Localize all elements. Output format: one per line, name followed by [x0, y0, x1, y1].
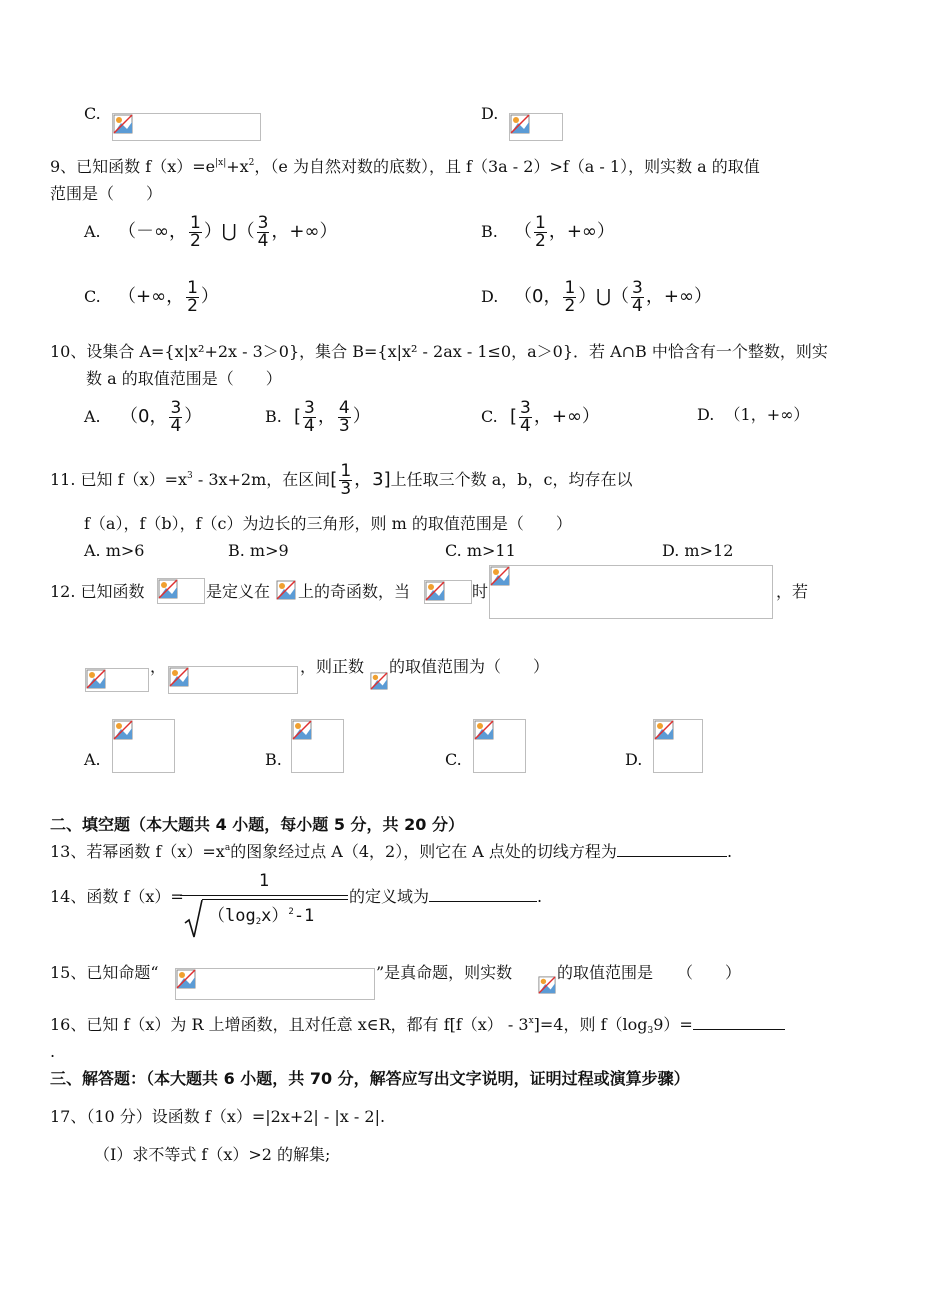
q12-option-c-image [473, 719, 526, 773]
q11-line2: f（a），f（b），f（c）为边长的三角形，则 m 的取值范围是（ ） [84, 514, 572, 533]
q10-option-a: （0， $\frac{3}{4}$ ） [120, 397, 203, 436]
q14-suffix: 的定义域为 . [349, 887, 543, 906]
q9-option-d: （0， $\frac{1}{2}$ ）⋃（ $\frac{3}{4}$ ，+∞） [514, 277, 712, 316]
broken-image-icon [176, 969, 196, 989]
q12-variable-image [370, 672, 388, 690]
q11-option-d: D. m>12 [662, 541, 734, 560]
q10-option-d: D. （1，+∞） [697, 405, 810, 424]
q12-text-3: 上的奇函数，当 [298, 582, 411, 601]
q12-text-2: 是定义在 [206, 582, 271, 601]
broken-image-icon [370, 672, 388, 690]
q12-text-1: 12. 已知函数 [50, 582, 145, 601]
broken-image-icon [158, 579, 178, 599]
option-d-image [509, 113, 563, 141]
q11-option-c: C. m>11 [445, 541, 516, 560]
broken-image-icon [490, 566, 510, 586]
q12-option-c-label: C. [445, 750, 462, 769]
broken-image-icon [113, 114, 133, 134]
broken-image-icon [169, 667, 189, 687]
q12-option-b-image [291, 719, 344, 773]
q15-variable-image [538, 976, 556, 994]
broken-image-icon [276, 580, 296, 600]
broken-image-icon [425, 581, 445, 601]
q13: 13、若幂函数 $f(x)=x^a$的图象经过点 A（4，2），则它在 A 点处的切线方程为 . [50, 842, 733, 861]
option-c-label: C. [84, 104, 101, 123]
q9-option-b: （ $\frac{1}{2}$ ，+∞） [514, 212, 615, 251]
q9-option-b-label: B. [481, 222, 498, 241]
q9-option-c-label: C. [84, 287, 101, 306]
broken-image-icon [654, 720, 674, 740]
q12-text-4: 时 [472, 582, 489, 601]
q17-part1: （Ⅰ）求不等式 f（x）>2 的解集; [94, 1145, 331, 1164]
q12-text-7: ，则正数 [300, 657, 365, 676]
q9-line1: 9、已知函数 $f(x)=e^{|x|}+x^2$，（e 为自然对数的底数），且 f（3a - 2）>f（a - 1），则实数 a 的取值 [50, 157, 760, 176]
q12-option-b-label: B. [265, 750, 282, 769]
q14-fraction-bar [180, 895, 348, 896]
q10-line1: 10、设集合 A={x|x²+2x - 3＞0}，集合 B={x|x² - 2ax - 1≤0，a＞0}．若 A∩B 中恰含有一个整数，则实 [50, 342, 828, 361]
q14-prefix: 14、函数 f（x）= [50, 887, 184, 906]
q12-option-a-label: A. [84, 750, 101, 769]
section-3-heading: 三、解答题：（本大题共 6 小题，共 70 分，解答应写出文字说明，证明过程或演算步骤） [50, 1069, 690, 1088]
broken-image-icon [86, 669, 106, 689]
q16: 16、已知 f（x）为 R 上增函数，且对任意 x∈R，都有 $f[f(x) - 3^x]=4$，则 $f(\log_39)=$ [50, 1015, 785, 1035]
q14-denominator: $(\log_2x)^2-1$ [208, 906, 315, 927]
q16-period: . [50, 1042, 56, 1061]
q12-text-8: 的取值范围为（ ） [389, 657, 550, 676]
q12-option-d-image [653, 719, 703, 773]
q10-option-c-label: C. [481, 407, 498, 426]
q9-option-a: （－∞， $\frac{1}{2}$ ）⋃（ $\frac{3}{4}$ ，+∞） [118, 212, 338, 251]
q12-condition-image-2 [85, 668, 149, 692]
q14-radical-bar [202, 899, 348, 900]
broken-image-icon [474, 720, 494, 740]
q10-option-a-label: A. [84, 407, 101, 426]
q12-option-a-image [112, 719, 175, 773]
broken-image-icon [292, 720, 312, 740]
sqrt-symbol-icon [184, 899, 204, 939]
q10-line2: 数 a 的取值范围是（ ） [86, 369, 282, 388]
q15-prefix: 15、已知命题“ [50, 963, 159, 982]
q15-middle: ”是真命题，则实数 [376, 963, 513, 982]
q9-option-c: （+∞， $\frac{1}{2}$ ） [118, 277, 219, 316]
q17-line1: 17、（10 分）设函数 f（x）=|2x+2| - |x - 2|. [50, 1107, 386, 1126]
q16-answer-blank[interactable] [693, 1015, 785, 1030]
option-d-label: D. [481, 104, 499, 123]
q10-option-c: [ $\frac{3}{4}$ ，+∞） [510, 397, 600, 436]
q14-numerator: 1 [258, 871, 270, 891]
broken-image-icon [510, 114, 530, 134]
q12-option-d-label: D. [625, 750, 643, 769]
q11-option-b: B. m>9 [228, 541, 289, 560]
q9-option-d-label: D. [481, 287, 499, 306]
q10-option-b: [ $\frac{3}{4}$ ， $\frac{4}{3}$ ） [294, 397, 371, 436]
q12-domain-image [276, 580, 296, 601]
section-2-heading: 二、填空题（本大题共 4 小题，每小题 5 分，共 20 分） [50, 815, 464, 834]
q9-line2: 范围是（ ） [50, 184, 163, 203]
q14-answer-blank[interactable] [429, 887, 537, 902]
q13-answer-blank[interactable] [617, 842, 727, 857]
q15-proposition-image [175, 968, 375, 1000]
q12-function-image [157, 578, 205, 604]
q12-formula-image [489, 565, 773, 619]
q15-suffix: 的取值范围是 （ ） [557, 963, 742, 982]
q12-condition-image-3 [168, 666, 298, 694]
broken-image-icon [538, 976, 556, 994]
q12-text-6: ， [150, 657, 167, 676]
q12-condition-image [424, 580, 472, 604]
q11-line1: 11. 已知 $f(x)=x^3 - 3x+2m$，在区间[ $\frac{1}{3}$ ，3]上任取三个数 a，b，c，均存在以 [50, 460, 633, 499]
q11-option-a: A. m>6 [84, 541, 145, 560]
q12-text-5: ，若 [776, 582, 809, 601]
option-c-image [112, 113, 261, 141]
broken-image-icon [113, 720, 133, 740]
q10-option-b-label: B. [265, 407, 282, 426]
q9-option-a-label: A. [84, 222, 101, 241]
